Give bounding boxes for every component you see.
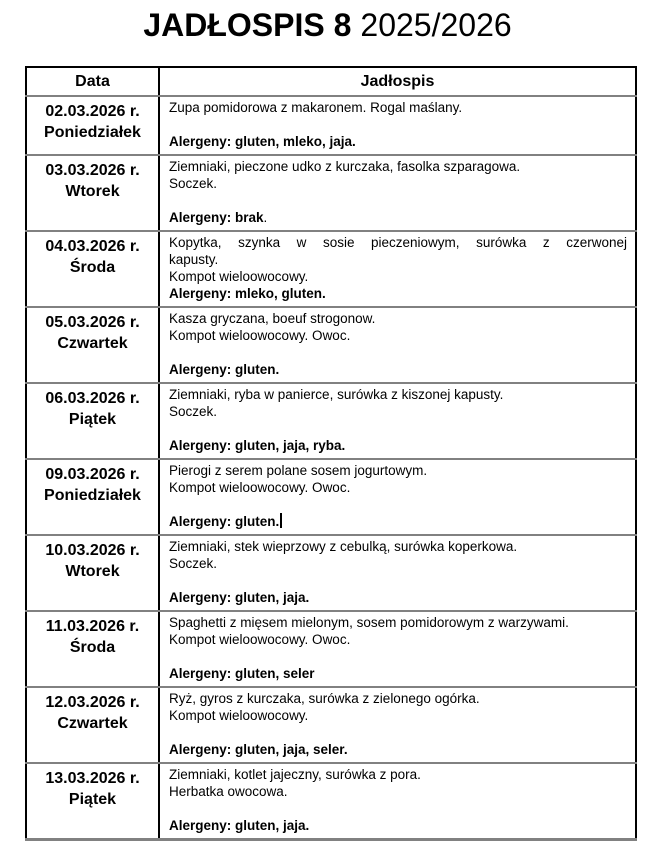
date-cell <box>26 307 159 383</box>
allergens-line <box>169 133 627 150</box>
title-bold-part: JADŁOSPIS 8 <box>143 7 352 43</box>
allergens-line <box>169 817 627 834</box>
date-cell <box>26 459 159 535</box>
meal-line: kapusty. <box>169 252 219 267</box>
table-row <box>26 763 636 840</box>
blank-line <box>169 192 627 209</box>
allergens-line <box>169 361 627 378</box>
row-day: Wtorek <box>65 183 120 200</box>
menu-cell <box>159 96 636 155</box>
menu-cell <box>159 155 636 231</box>
table-row <box>26 535 636 611</box>
allergens-text: Alergeny: gluten, mleko, jaja. <box>169 134 356 149</box>
row-date: 13.03.2026 r. <box>45 770 140 787</box>
meal-line: Ziemniaki, ryba w panierce, surówka z kiszonej kapusty. <box>169 387 504 402</box>
allergens-text: Alergeny: gluten, seler <box>169 666 315 681</box>
table-row <box>26 307 636 383</box>
meal-line: Pierogi z serem polane sosem jogurtowym. <box>169 463 428 478</box>
blank-line <box>169 572 627 589</box>
meal-line: Kompot wieloowocowy. Owoc. <box>169 632 351 647</box>
page-title <box>0 4 655 46</box>
row-date: 04.03.2026 r. <box>45 238 140 255</box>
row-date: 05.03.2026 r. <box>45 314 140 331</box>
allergens-text: Alergeny: gluten. <box>169 362 280 377</box>
menu-cell <box>159 535 636 611</box>
allergens-text: Alergeny: gluten, jaja, ryba. <box>169 438 346 453</box>
date-cell <box>26 687 159 763</box>
blank-line <box>169 344 627 361</box>
table-row <box>26 459 636 535</box>
meal-line: Kopytka, szynka w sosie pieczeniowym, surówka z czerwonej <box>169 235 627 250</box>
blank-line <box>169 116 627 133</box>
row-date: 02.03.2026 r. <box>45 103 140 120</box>
meal-line: Soczek. <box>169 176 218 191</box>
allergens-line <box>169 513 627 530</box>
allergens-text: Alergeny: brak <box>169 210 264 225</box>
row-day: Wtorek <box>65 563 120 580</box>
meal-line: Ziemniaki, pieczone udko z kurczaka, fasolka szparagowa. <box>169 159 521 174</box>
row-date: 11.03.2026 r. <box>45 618 140 635</box>
row-date: 06.03.2026 r. <box>45 390 140 407</box>
menu-cell <box>159 383 636 459</box>
meal-line: Ziemniaki, stek wieprzowy z cebulką, surówka koperkowa. <box>169 539 518 554</box>
date-cell <box>26 96 159 155</box>
row-day: Środa <box>69 639 116 656</box>
allergens-text: Alergeny: gluten, jaja. <box>169 590 310 605</box>
meal-line: Kompot wieloowocowy. <box>169 708 309 723</box>
blank-line <box>169 420 627 437</box>
meal-line: Ziemniaki, kotlet jajeczny, surówka z pora. <box>169 767 421 782</box>
row-date: 03.03.2026 r. <box>45 162 140 179</box>
row-date: 09.03.2026 r. <box>45 466 140 483</box>
blank-line <box>169 800 627 817</box>
table-row <box>26 611 636 687</box>
table-row <box>26 155 636 231</box>
row-day: Środa <box>69 259 116 276</box>
date-cell <box>26 155 159 231</box>
blank-line <box>169 648 627 665</box>
date-cell <box>26 535 159 611</box>
row-day: Piątek <box>68 411 117 428</box>
allergens-line <box>169 665 627 682</box>
meal-line: Soczek. <box>169 404 218 419</box>
table-header-row <box>26 67 636 96</box>
text-cursor <box>280 513 282 528</box>
menu-cell <box>159 459 636 535</box>
allergens-line <box>169 285 627 302</box>
row-day: Piątek <box>68 791 117 808</box>
date-cell <box>26 383 159 459</box>
meal-line: Soczek. <box>169 556 218 571</box>
table-row <box>26 383 636 459</box>
meal-line: Kompot wieloowocowy. Owoc. <box>169 328 351 343</box>
meal-line: Herbatka owocowa. <box>169 784 288 799</box>
blank-line <box>169 724 627 741</box>
row-date: 10.03.2026 r. <box>45 542 140 559</box>
header-data: Data <box>26 67 159 96</box>
menu-cell <box>159 231 636 307</box>
date-cell <box>26 763 159 840</box>
row-day: Czwartek <box>57 715 128 732</box>
row-day: Poniedziałek <box>44 487 141 504</box>
menu-cell <box>159 687 636 763</box>
row-day: Czwartek <box>57 335 128 352</box>
meal-line: Spaghetti z mięsem mielonym, sosem pomidorowym z warzywami. <box>169 615 569 630</box>
meal-line: Kompot wieloowocowy. <box>169 269 309 284</box>
row-day: Poniedziałek <box>44 124 141 141</box>
table-row <box>26 687 636 763</box>
meal-line: Zupa pomidorowa z makaronem. Rogal maślany. <box>169 100 463 115</box>
menu-cell <box>159 763 636 840</box>
allergens-line <box>169 589 627 606</box>
meal-line: Ryż, gyros z kurczaka, surówka z zielonego ogórka. <box>169 691 480 706</box>
blank-line <box>169 496 627 513</box>
allergens-text: Alergeny: gluten, jaja. <box>169 818 310 833</box>
meal-line: Kasza gryczana, boeuf strogonow. <box>169 311 376 326</box>
table-row <box>26 96 636 155</box>
allergens-line: Alergeny: brak. <box>169 210 268 225</box>
allergens-line <box>169 741 627 758</box>
header-jadlospis: Jadłospis <box>159 67 636 96</box>
menu-table <box>25 66 637 841</box>
allergens-text: Alergeny: gluten, jaja, seler. <box>169 742 348 757</box>
title-year-part: 2025/2026 <box>360 7 512 43</box>
row-date: 12.03.2026 r. <box>45 694 140 711</box>
table-row <box>26 231 636 307</box>
date-cell <box>26 611 159 687</box>
menu-cell <box>159 307 636 383</box>
menu-cell <box>159 611 636 687</box>
date-cell <box>26 231 159 307</box>
allergens-text: Alergeny: mleko, gluten. <box>169 286 326 301</box>
meal-line: Kompot wieloowocowy. Owoc. <box>169 480 351 495</box>
allergens-line <box>169 437 627 454</box>
allergens-text: Alergeny: gluten. <box>169 514 280 529</box>
